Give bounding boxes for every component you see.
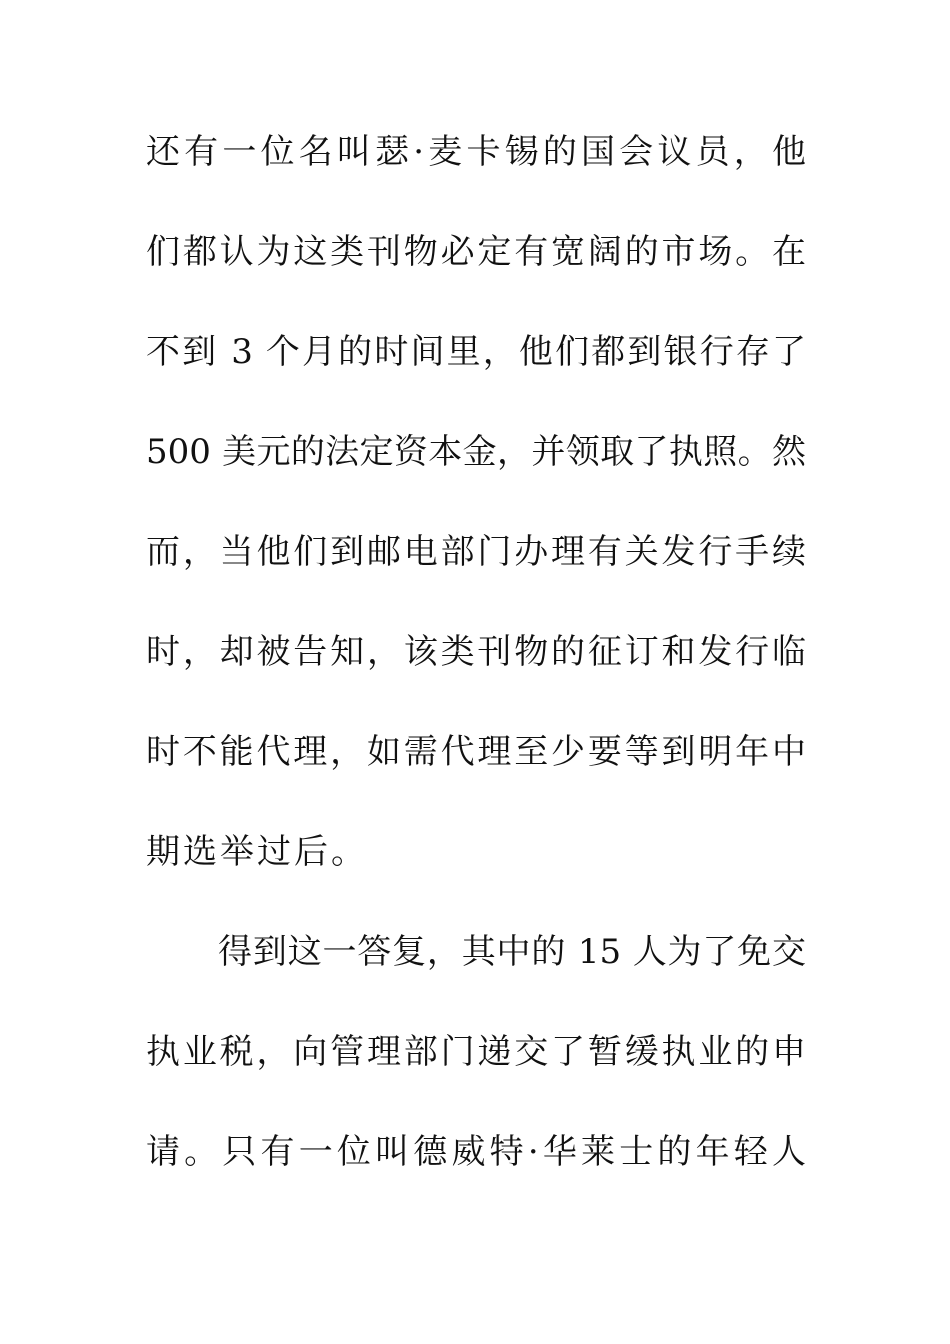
body-text [146, 126, 806, 1226]
text-line: 期选举过后。 [146, 832, 368, 872]
text-line: 请。只有一位叫德威特·华莱士的年轻人 [146, 1132, 806, 1172]
text-line: 500 美元的法定资本金，并领取了执照。然 [146, 432, 806, 472]
text-line: 们都认为这类刊物必定有宽阔的市场。在 [146, 232, 806, 272]
text-line: 时不能代理，如需代理至少要等到明年中 [146, 732, 806, 772]
text-line: 执业税，向管理部门递交了暂缓执业的申 [146, 1032, 806, 1072]
text-line: 得到这一答复，其中的 15 人为了免交 [218, 932, 806, 972]
text-line: 时，却被告知，该类刊物的征订和发行临 [146, 632, 806, 672]
text-line: 不到 3 个月的时间里，他们都到银行存了 [146, 332, 806, 372]
text-line: 还有一位名叫瑟·麦卡锡的国会议员，他 [146, 132, 806, 172]
text-line: 而，当他们到邮电部门办理有关发行手续 [146, 532, 806, 572]
